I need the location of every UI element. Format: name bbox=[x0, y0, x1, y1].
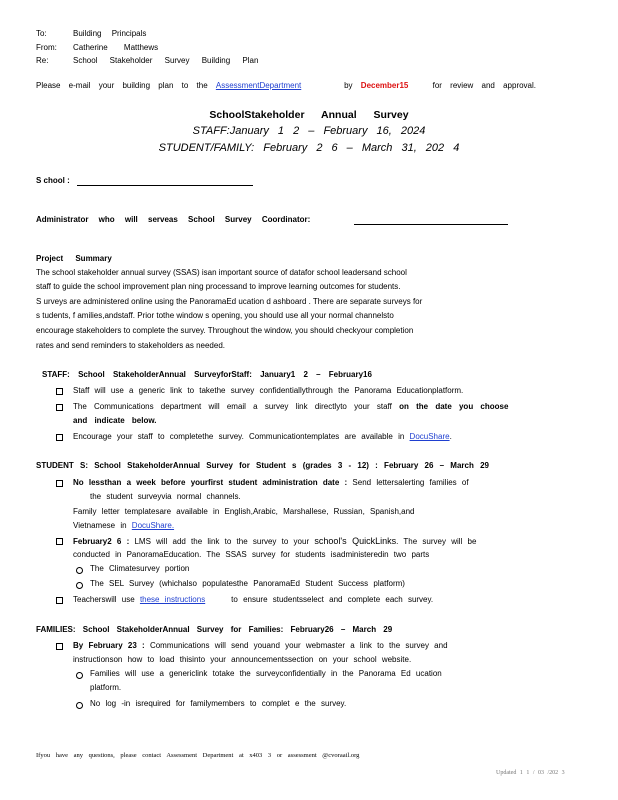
students-item-1-line2: the student surveyvia normal channels. bbox=[90, 492, 241, 501]
staff-item-3-text: Encourage your staff to completethe survey. Communicationtemplates are available in bbox=[73, 432, 405, 441]
staff-heading: STAFF: School StakeholderAnnual SurveyforStaff: January1 2 – February16 bbox=[42, 370, 372, 379]
staff-item-2-line2: and indicate below. bbox=[73, 416, 157, 425]
checkbox-icon bbox=[56, 643, 63, 650]
summary-line-6: rates and send reminders to stakeholders as needed. bbox=[36, 341, 226, 350]
staff-item-2-bold: on the date you choose bbox=[399, 402, 509, 411]
students-sub-2: The SEL Survey (whichalso populatesthe PanoramaEd Student Success platform) bbox=[90, 579, 405, 588]
staff-window: STAFF:January 1 2 – February 16, 2024 bbox=[192, 125, 426, 137]
families-sub-1: Families will use a genericlink totake the surveyconfidentially in the Panorama Ed ucation bbox=[90, 669, 442, 678]
summary-line-5: encourage stakeholders to complete the survey. Throughout the window, you should checkyour completion bbox=[36, 326, 414, 335]
students-item-3-text1: Teacherswill use bbox=[73, 595, 135, 604]
families-sub-1-line2: platform. bbox=[90, 683, 122, 692]
students-heading: STUDENT S: School StakeholderAnnual Survey for Student s (grades 3 - 12) : February 26 – March 29 bbox=[36, 461, 489, 470]
staff-item-2 bbox=[73, 400, 508, 414]
checkbox-icon bbox=[56, 404, 63, 411]
staff-item-2-text: The Communications department will email a survey link directlyto your staff bbox=[73, 402, 392, 411]
memo-re-row bbox=[36, 56, 258, 65]
administrator-label: Administrator who will serveas School Survey Coordinator: bbox=[36, 215, 311, 224]
memo-to-row bbox=[36, 29, 146, 38]
deadline-date: December15 bbox=[360, 81, 409, 90]
checkbox-icon bbox=[56, 480, 63, 487]
students-item-1-line3: Family letter templatesare available in English,Arabic, Marshallese, Russian, Spanish,and bbox=[73, 507, 415, 516]
docushare-link[interactable]: DocuShare bbox=[409, 432, 450, 441]
staff-item-3-end: . bbox=[449, 432, 452, 441]
administrator-field[interactable] bbox=[354, 224, 508, 225]
docushare-link[interactable]: DocuShare. bbox=[131, 521, 175, 530]
memo-from-value: Catherine Matthews bbox=[73, 43, 159, 52]
circle-bullet-icon bbox=[76, 672, 83, 679]
memo-from-row bbox=[36, 43, 158, 52]
students-item-2-text: LMS will add the link to the survey to your bbox=[134, 537, 310, 546]
intro-by: by bbox=[344, 81, 353, 90]
students-item-2-line2: conducted in PanoramaEducation. The SSAS survey for students isadministeredin two parts bbox=[73, 550, 430, 559]
memo-to-value: Building Principals bbox=[73, 29, 147, 38]
summary-line-4: s tudents, f amilies,andstaff. Prior tothe window s opening, you should use all your normal channelsto bbox=[36, 311, 394, 320]
summary-line-1: The school stakeholder annual survey (SSAS) isan important source of datafor school leadersand school bbox=[36, 268, 407, 277]
circle-bullet-icon bbox=[76, 567, 83, 574]
students-item-2-bold: February2 6 : bbox=[73, 537, 130, 546]
intro-line bbox=[36, 81, 536, 91]
school-field[interactable] bbox=[77, 185, 253, 186]
students-sub-1: The Climatesurvey portion bbox=[90, 564, 190, 573]
students-item-1-text: Send lettersalerting families of bbox=[352, 478, 469, 487]
survey-title: SchoolStakeholder Annual Survey bbox=[209, 109, 409, 121]
checkbox-icon bbox=[56, 388, 63, 395]
students-item-2 bbox=[73, 534, 476, 549]
memo-from-label: From: bbox=[36, 43, 57, 52]
staff-item-3 bbox=[73, 430, 452, 444]
checkbox-icon bbox=[56, 538, 63, 545]
quicklinks-text: school's QuickLinks bbox=[314, 536, 397, 546]
families-heading: FAMILIES: School StakeholderAnnual Survey for Families: February26 – March 29 bbox=[36, 625, 393, 634]
summary-line-2: staff to guide the school improvement plan ning processand to improve learning outcomes for students. bbox=[36, 282, 401, 291]
families-item-1 bbox=[73, 639, 448, 653]
families-item-1-line2: instructionson how to load thisinto your announcementssection on your school website. bbox=[73, 655, 412, 664]
families-item-1-bold: By February 23 : bbox=[73, 641, 145, 650]
memo-to-label: To: bbox=[36, 29, 47, 38]
school-label: S chool : bbox=[36, 176, 70, 185]
summary-line-3: S urveys are administered online using the PanoramaEd ucation d ashboard . There are separate surveys for bbox=[36, 297, 423, 306]
students-item-1-bold: No lessthan a week before yourfirst student administration date : bbox=[73, 478, 348, 487]
memo-re-label: Re: bbox=[36, 56, 49, 65]
students-item-3-text2: to ensure studentsselect and complete each survey. bbox=[231, 595, 434, 604]
footer-contact: Ifyou have any questions, please contact Assessment Department at x403 3 or assessment @cvoraail.org bbox=[36, 752, 360, 759]
families-item-1-text: Communications will send youand your webmaster a link to the survey and bbox=[149, 641, 448, 650]
students-item-3 bbox=[73, 593, 433, 607]
intro-end: for review and approval. bbox=[432, 81, 537, 90]
staff-item-1: Staff will use a generic link to takethe survey confidentiallythrough the Panorama Educationplatform. bbox=[73, 386, 464, 395]
intro-text: Please e-mail your building plan to the bbox=[36, 81, 208, 90]
memo-re-value: School Stakeholder Survey Building Plan bbox=[73, 56, 259, 65]
students-item-1-vietnamese: Vietnamese in bbox=[73, 521, 127, 530]
families-sub-2: No log -in isrequired for familymembers to complet e the survey. bbox=[90, 699, 347, 708]
assessment-department-link[interactable]: AssessmentDepartment bbox=[215, 81, 302, 90]
summary-heading: Project Summary bbox=[36, 254, 112, 263]
footer-updated: Updated 1 1 / 03 /202 3 bbox=[496, 770, 565, 776]
circle-bullet-icon bbox=[76, 702, 83, 709]
students-item-1 bbox=[73, 476, 469, 490]
students-item-1-line4 bbox=[73, 519, 190, 533]
students-item-2-text2: . The survey will be bbox=[396, 537, 477, 546]
circle-bullet-icon bbox=[76, 582, 83, 589]
checkbox-icon bbox=[56, 434, 63, 441]
checkbox-icon bbox=[56, 597, 63, 604]
student-family-window: STUDENT/FAMILY: February 2 6 – March 31, 202 4 bbox=[158, 142, 460, 154]
instructions-link[interactable]: these instructions bbox=[139, 595, 206, 604]
